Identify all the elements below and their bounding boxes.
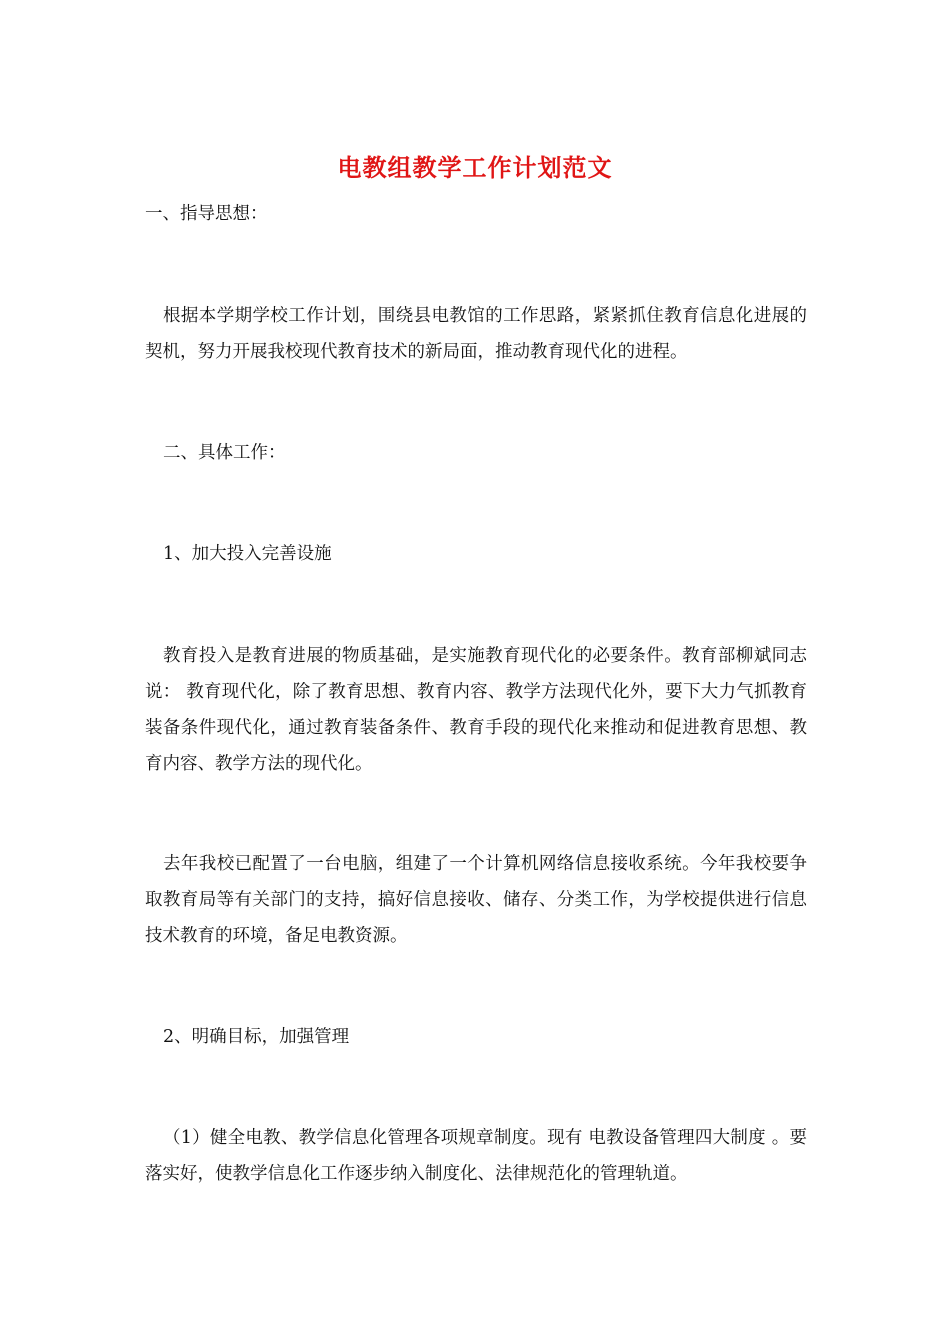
document-title: 电教组教学工作计划范文 <box>337 153 613 182</box>
paragraph-regulations: （1）健全电教、教学信息化管理各项规章制度。现有 电教设备管理四大制度 。要落实好，使教学信息化工作逐步纳入制度化、法律规范化的管理轨道。 <box>145 1128 807 1184</box>
paragraph-guiding-thought: 根据本学期学校工作计划，围绕县电教馆的工作思路，紧紧抓住教育信息化进展的契机，努力开展我校现代教育技术的新局面，推动教育现代化的进程。 <box>145 306 807 362</box>
document-body <box>145 196 807 1192</box>
subheading-investment: 1、加大投入完善设施 <box>163 544 332 564</box>
subheading-management: 2、明确目标，加强管理 <box>163 1027 350 1047</box>
paragraph-last-year: 去年我校已配置了一台电脑，组建了一个计算机网络信息接收系统。今年我校要争取教育局等有关部门的支持，搞好信息接收、储存、分类工作，为学校提供进行信息技术教育的环境，备足电教资源。 <box>145 854 807 946</box>
paragraph-investment: 教育投入是教育进展的物质基础，是实施教育现代化的必要条件。教育部柳斌同志说： 教育现代化，除了教育思想、教育内容、教学方法现代化外，要下大力气抓教育装备条件现代化，通过教育装备条件、教育手段的现代化来推动和促进教育思想、教育内容、教学方法的现代化。 <box>145 646 807 774</box>
section-heading-guiding-thought: 一、指导思想： <box>145 204 268 224</box>
section-heading-specific-work: 二、具体工作： <box>163 443 286 463</box>
